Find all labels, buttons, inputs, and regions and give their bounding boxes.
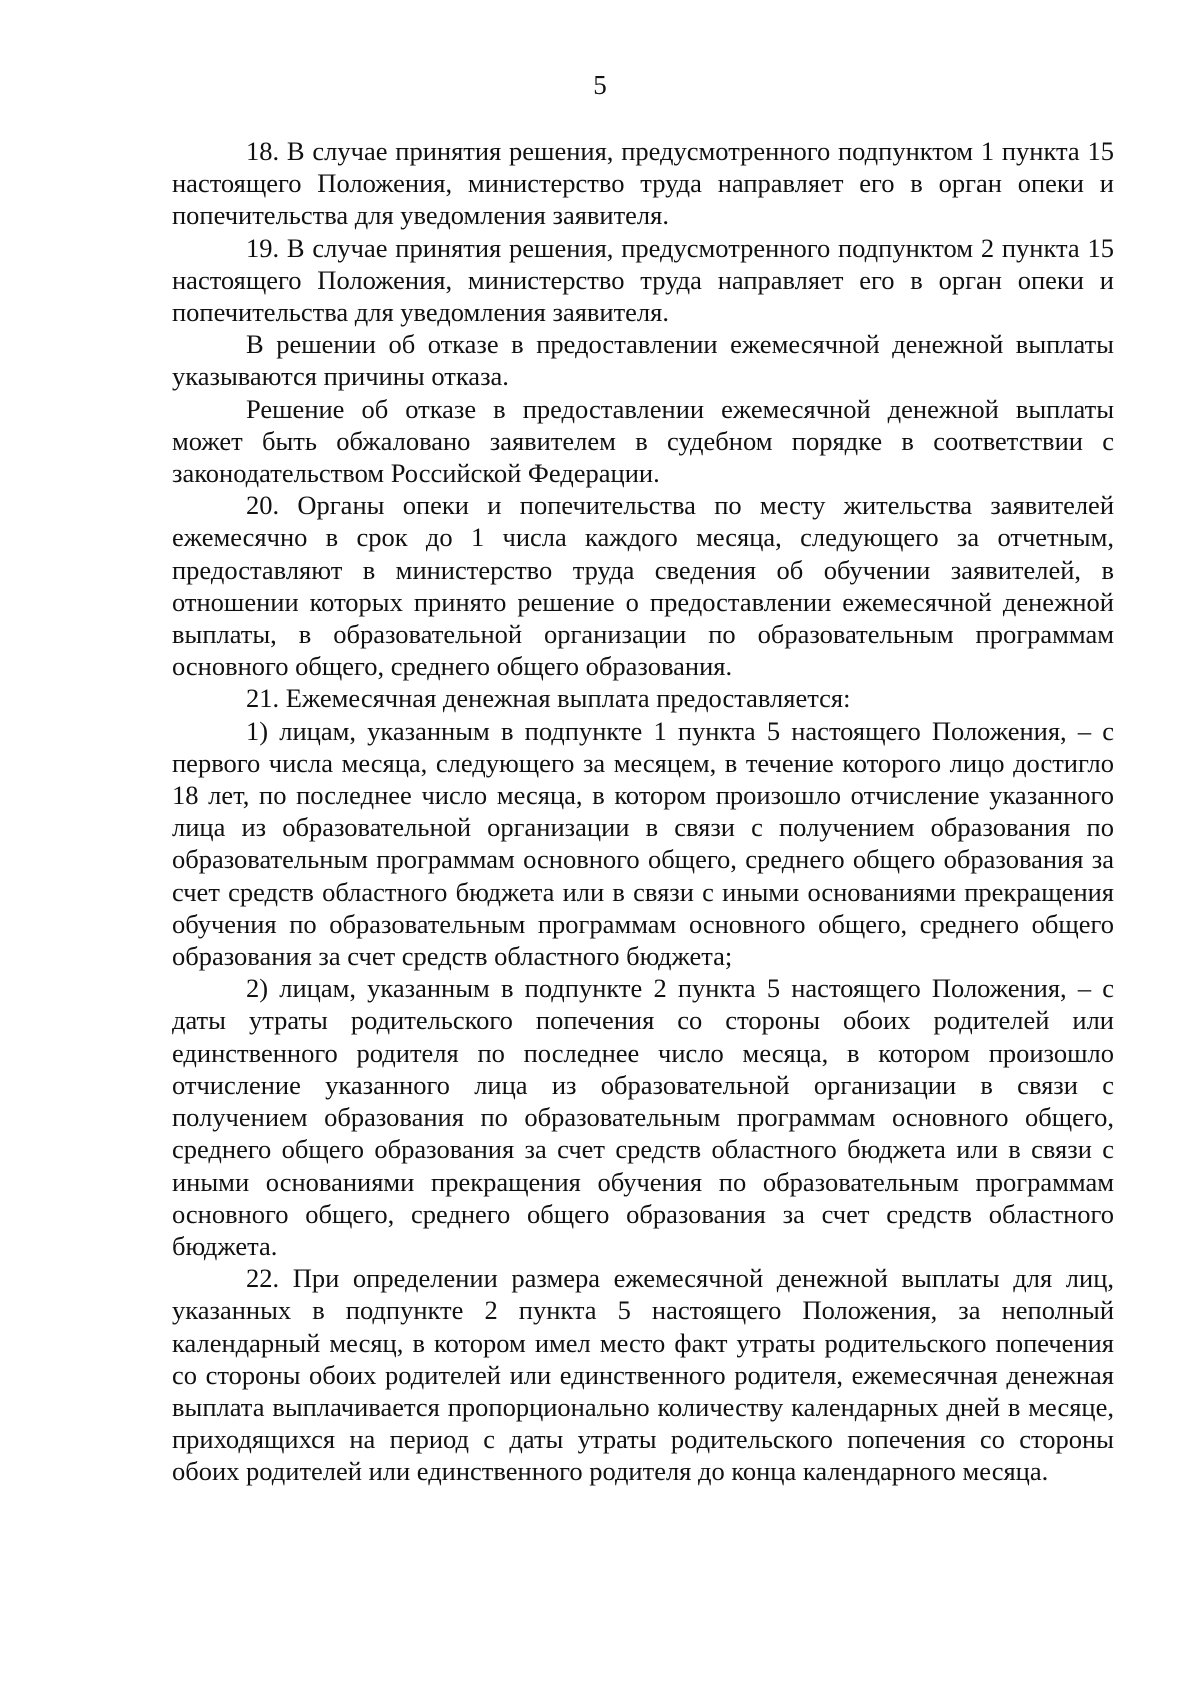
paragraph-18: 18. В случае принятия решения, предусмотренного подпунктом 1 пункта 15 настоящего Положения, министерство труда направляет его в орган опеки и попечительства для уведомления заявителя.: [172, 136, 1114, 231]
paragraph-21: 21. Ежемесячная денежная выплата предоставляется:: [246, 683, 851, 714]
page-number: 5: [593, 70, 607, 100]
paragraph-22: 22. При определении размера ежемесячной денежной выплаты для лиц, указанных в подпункте 2 пункта 5 настоящего Положения, за неполный календарный месяц, в котором имел место факт утраты родительского попечения со стороны обоих родителей или единственного родителя, ежемесячная денежная выплата выплачивается пропорционально количеству календарных дней в месяце, приходящихся на период с даты утраты родительского попечения со стороны обоих родителей или единственного родителя до конца календарного месяца.: [172, 1263, 1114, 1487]
document-body: [172, 135, 1114, 1488]
paragraph-19: 19. В случае принятия решения, предусмотренного подпунктом 2 пункта 15 настоящего Положения, министерство труда направляет его в орган опеки и попечительства для уведомления заявителя.: [172, 232, 1114, 328]
paragraph-refusal-reasons: В решении об отказе в предоставлении ежемесячной денежной выплаты указываются причины отказа.: [172, 329, 1114, 392]
paragraph-20: 20. Органы опеки и попечительства по месту жительства заявителей ежемесячно в срок до 1 числа каждого месяца, следующего за отчетным, предоставляют в министерство труда сведения об обучении заявителей, в отношении которых принято решение о предоставлении ежемесячной денежной выплаты, в образовательной организации по образовательным программам основного общего, среднего общего образования.: [172, 490, 1114, 682]
paragraph-21-item-2: 2) лицам, указанным в подпункте 2 пункта 5 настоящего Положения, – с даты утраты родительского попечения со стороны обоих родителей или единственного родителя по последнее число месяца, в котором произошло отчисление указанного лица из образовательной организации в связи с получением образования по образовательным программам основного общего, среднего общего образования за счет средств областного бюджета или в связи с иными основаниями прекращения обучения по образовательным программам основного общего, среднего общего образования за счет средств областного бюджета.: [172, 973, 1114, 1261]
paragraph-refusal-appeal: Решение об отказе в предоставлении ежемесячной денежной выплаты может быть обжаловано заявителем в судебном порядке в соответствии с законодательством Российской Федерации.: [172, 393, 1114, 489]
paragraph-21-item-1: 1) лицам, указанным в подпункте 1 пункта 5 настоящего Положения, – с первого числа месяца, следующего за месяцем, в течение которого лицо достигло 18 лет, по последнее число месяца, в котором произошло отчисление указанного лица из образовательной организации в связи с получением образования по образовательным программам основного общего, среднего общего образования за счет средств областного бюджета или в связи с иными основаниями прекращения обучения по образовательным программам основного общего, среднего общего образования за счет средств областного бюджета;: [172, 715, 1114, 972]
